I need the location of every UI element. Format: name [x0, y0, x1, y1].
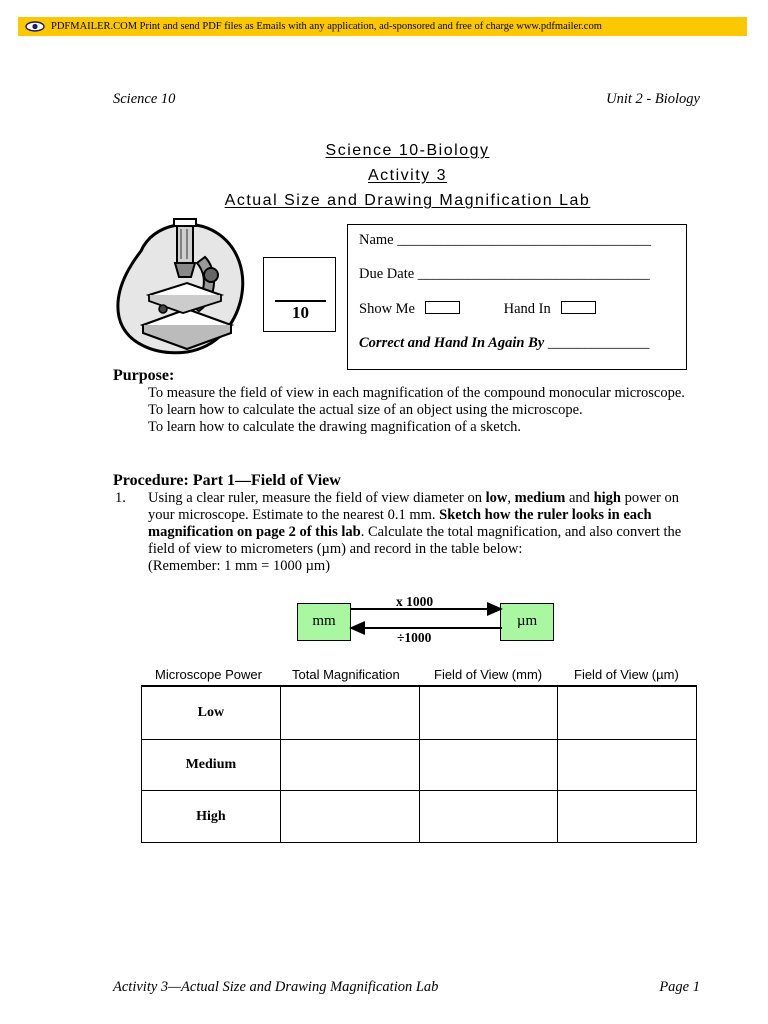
col-header-power: Microscope Power	[155, 667, 262, 682]
step-bold: Sketch how the ruler looks in each magnification on page 2 of this lab	[148, 507, 652, 540]
show-hand-row	[359, 301, 596, 318]
remember-note: (Remember: 1 mm = 1000 µm)	[148, 558, 331, 574]
table-cell[interactable]	[280, 686, 419, 739]
page-number: Page 1	[659, 979, 700, 995]
table-cell[interactable]	[419, 739, 558, 791]
step-number: 1.	[115, 490, 126, 506]
show-me-checkbox[interactable]	[425, 301, 460, 314]
hand-in-checkbox[interactable]	[561, 301, 596, 314]
table-cell[interactable]	[419, 686, 558, 739]
show-me-label: Show Me	[359, 301, 415, 317]
um-unit-box: µm	[500, 603, 554, 641]
ad-banner[interactable]	[18, 17, 747, 36]
eye-icon	[24, 20, 46, 33]
step-bold: high	[593, 490, 621, 506]
table-cell[interactable]	[280, 791, 419, 843]
row-label: High	[142, 791, 281, 843]
table-row	[142, 686, 697, 739]
header-unit: Unit 2 - Biology	[606, 91, 700, 107]
title-line-3: Actual Size and Drawing Magnification Lab	[224, 192, 591, 209]
purpose-item: To measure the field of view in each magnification of the compound monocular microscope.	[148, 385, 685, 401]
step-text: ,	[507, 490, 515, 506]
col-header-total-mag: Total Magnification	[292, 667, 400, 682]
procedure-step-1	[148, 490, 708, 575]
due-date-field[interactable]: Due Date ________________________________	[359, 266, 650, 282]
student-info-box	[347, 224, 687, 370]
score-line	[275, 300, 326, 302]
step-text: power on your microscope. Estimate to the nearest 0.1 mm.	[148, 490, 679, 523]
row-label: Low	[142, 686, 281, 739]
banner-text: PDFMAILER.COM Print and send PDF files as Emails with any application, ad-sponsored and free of charge www.pdfmailer.com	[51, 21, 602, 32]
table-cell[interactable]	[558, 791, 697, 843]
purpose-item: To learn how to calculate the drawing magnification of a sketch.	[148, 419, 522, 435]
table-cell[interactable]	[280, 739, 419, 791]
procedure-heading: Procedure: Part 1—Field of View	[113, 472, 341, 489]
microscope-icon	[113, 213, 255, 356]
step-text: and	[565, 490, 594, 506]
step-bold: low	[485, 490, 508, 506]
correct-hand-in-row	[359, 335, 649, 352]
hand-in-label: Hand In	[503, 301, 551, 317]
table-row	[142, 791, 697, 843]
correct-hand-in-label: Correct and Hand In Again By	[359, 335, 545, 351]
mm-unit-box: mm	[297, 603, 351, 641]
score-out-of: 10	[292, 303, 309, 322]
step-text: Using a clear ruler, measure the field of view diameter on	[148, 490, 486, 506]
table-cell[interactable]	[558, 739, 697, 791]
forward-label: x 1000	[396, 594, 434, 609]
backward-label: ÷1000	[397, 630, 432, 645]
purpose-item: To learn how to calculate the actual size of an object using the microscope.	[148, 402, 583, 418]
table-cell[interactable]	[558, 686, 697, 739]
table-cell[interactable]	[419, 791, 558, 843]
purpose-list	[148, 385, 708, 436]
col-header-fov-um: Field of View (µm)	[574, 667, 679, 682]
step-text: . Calculate the total magnification, and also convert the field of view to micrometers (µm) and record in the table below:	[148, 524, 682, 557]
score-box[interactable]	[263, 257, 336, 332]
step-bold: medium	[514, 490, 566, 506]
correct-hand-in-blank[interactable]: ______________	[547, 335, 650, 351]
table-row	[142, 739, 697, 791]
header-course: Science 10	[113, 91, 176, 107]
data-table	[141, 685, 697, 843]
title-line-1: Science 10-Biology	[325, 142, 490, 159]
title-line-2: Activity 3	[367, 167, 447, 184]
col-header-fov-mm: Field of View (mm)	[434, 667, 543, 682]
row-label: Medium	[142, 739, 281, 791]
footer-title: Activity 3—Actual Size and Drawing Magnification Lab	[113, 979, 439, 995]
purpose-heading: Purpose:	[113, 367, 175, 384]
name-field[interactable]: Name ___________________________________	[359, 232, 651, 248]
